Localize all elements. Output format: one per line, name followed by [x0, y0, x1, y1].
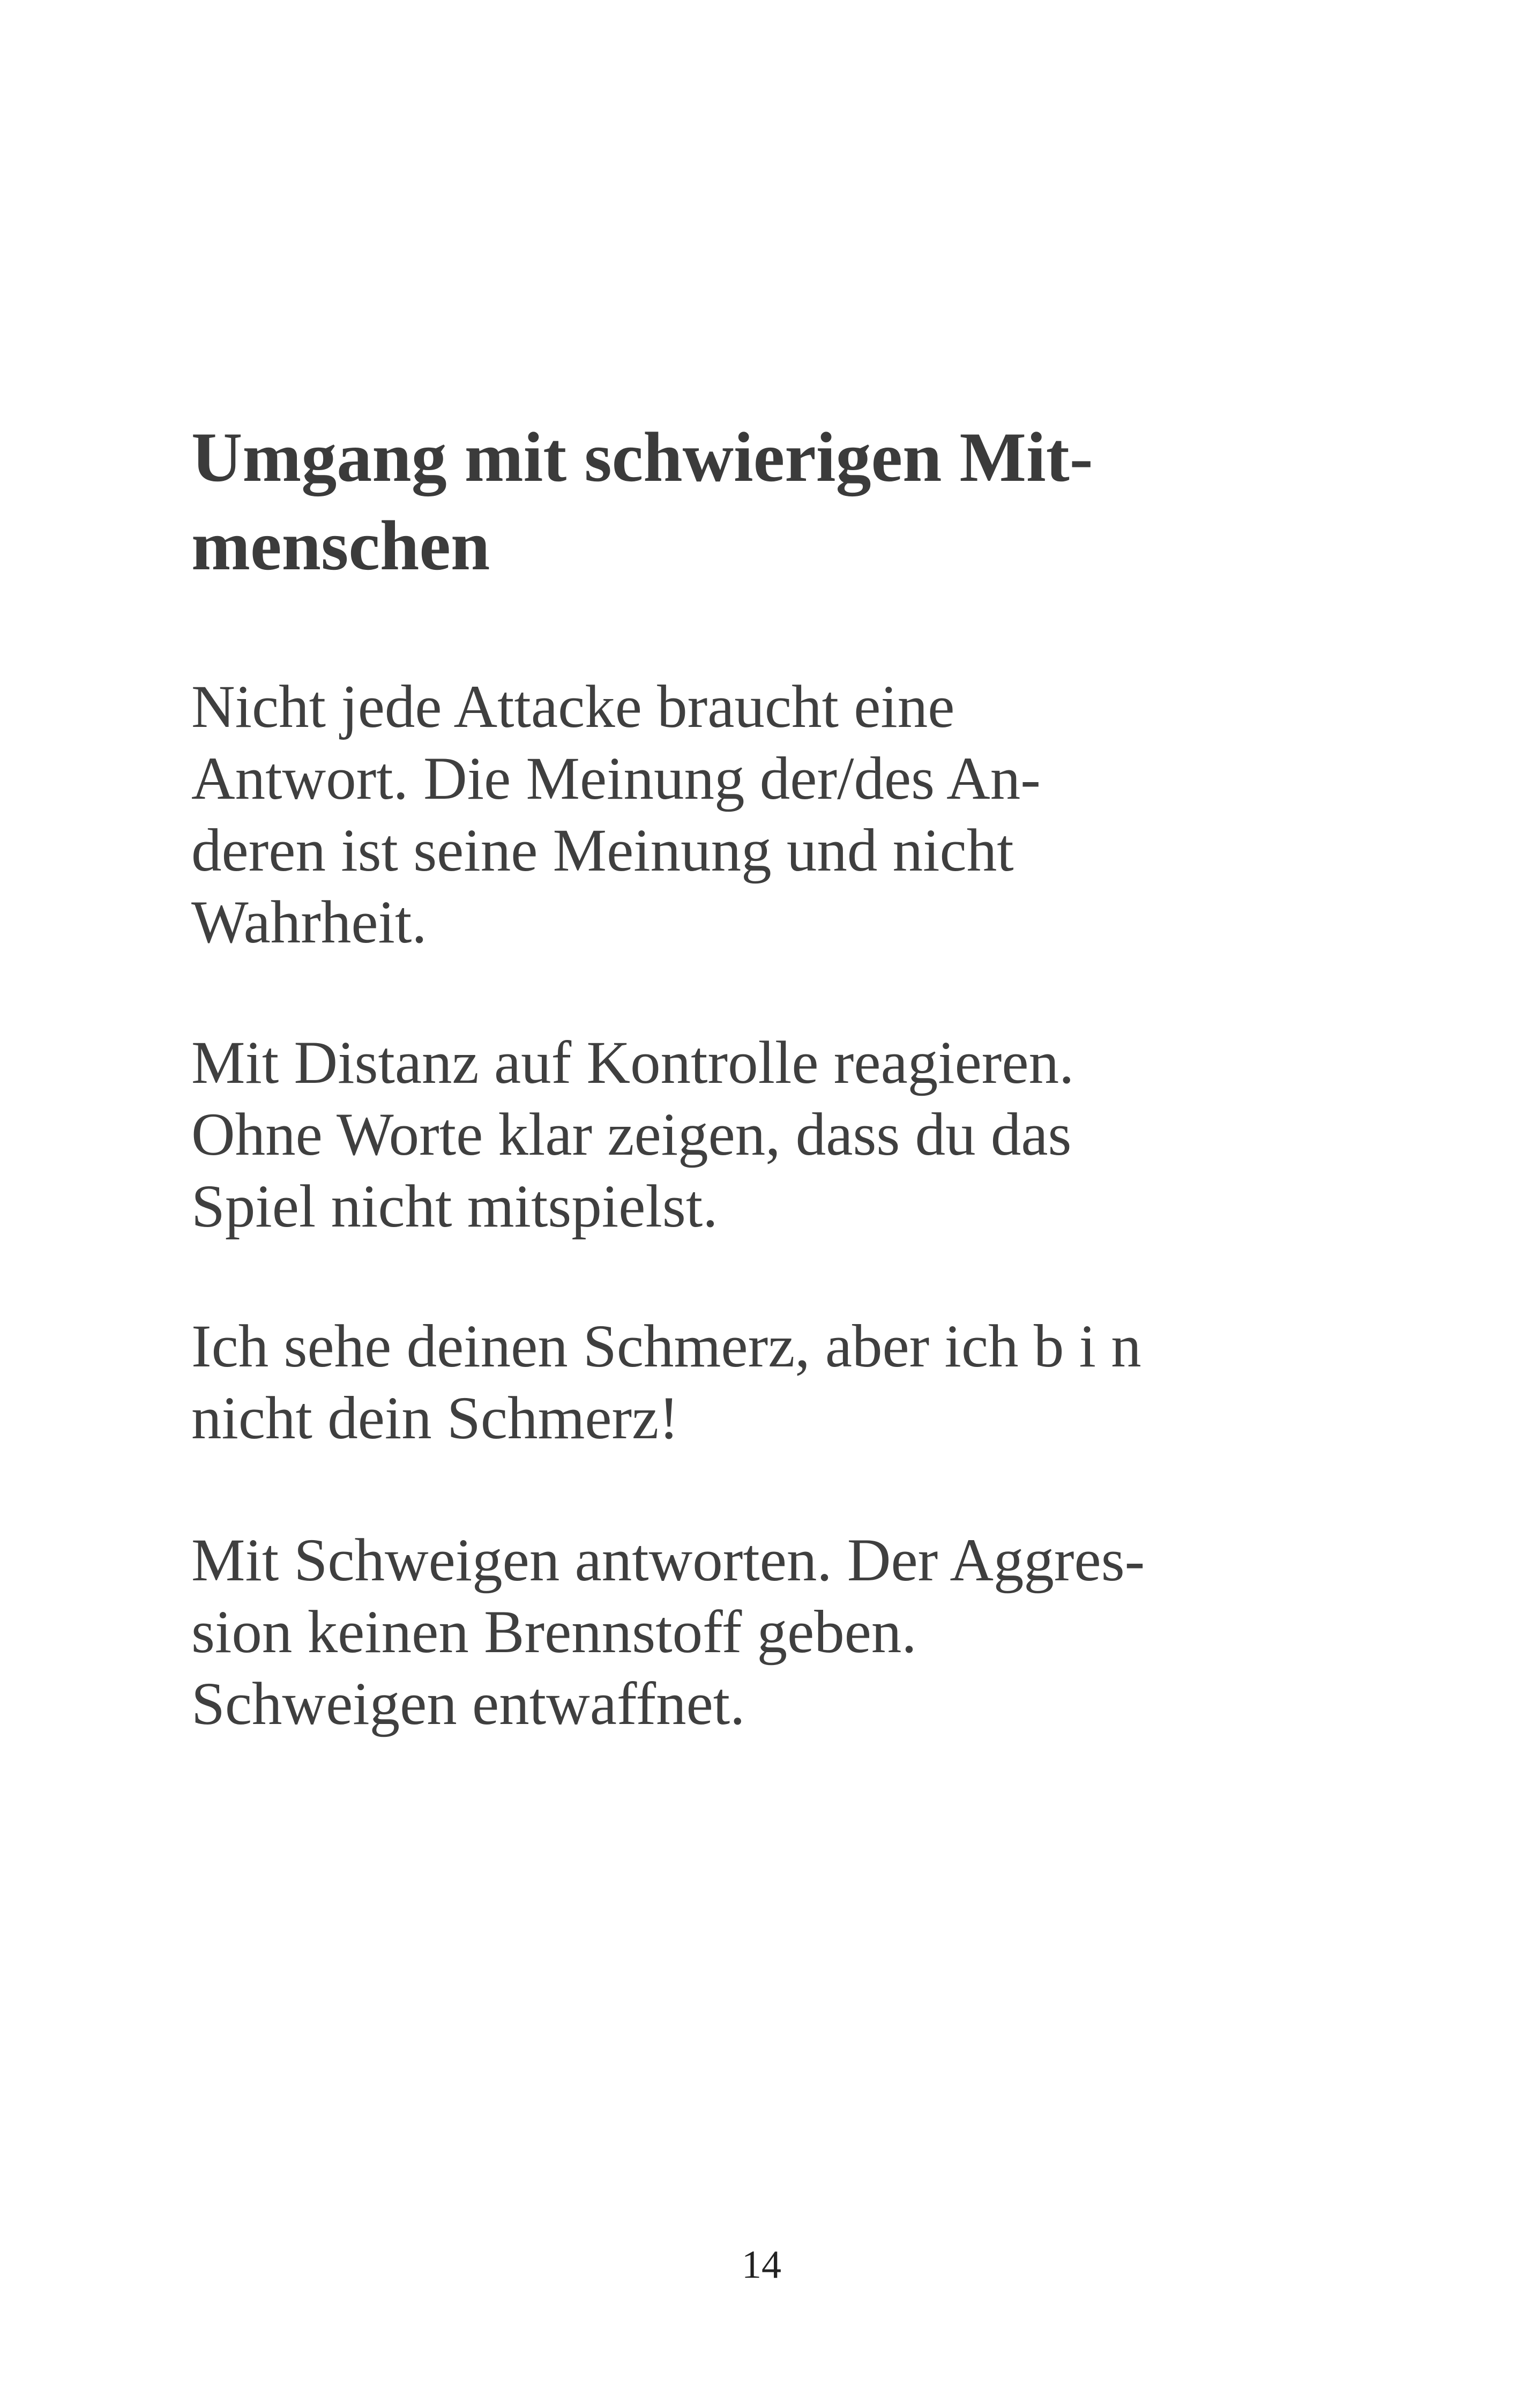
- text-line: sion keinen Brennstoff geben.: [191, 1599, 917, 1666]
- text-line: deren ist seine Meinung und nicht: [191, 817, 1014, 884]
- page-number: 14: [742, 2243, 781, 2287]
- text-line: Ohne Worte klar zeigen, dass du das: [191, 1101, 1072, 1168]
- text-line: Spiel nicht mitspielst.: [191, 1173, 718, 1240]
- text-line: Ich sehe deinen Schmerz, aber ich b i n: [191, 1313, 1141, 1380]
- paragraph-silence: [191, 1525, 1424, 1740]
- paragraph-pain: [191, 1311, 1424, 1454]
- text-line: Wahrheit.: [191, 889, 427, 956]
- title-line: menschen: [191, 506, 490, 585]
- text-line: Schweigen entwaffnet.: [191, 1670, 745, 1737]
- text-line: Nicht jede Attacke braucht eine: [191, 673, 955, 740]
- text-line: Mit Distanz auf Kontrolle reagieren.: [191, 1029, 1074, 1096]
- page-title: [191, 413, 1370, 590]
- paragraph-distance: [191, 1027, 1424, 1243]
- paragraph-attack: [191, 671, 1424, 958]
- text-line: Antwort. Die Meinung der/des An-: [191, 745, 1041, 812]
- title-line: Umgang mit schwierigen Mit-: [191, 418, 1093, 496]
- text-line: Mit Schweigen antworten. Der Aggres-: [191, 1527, 1145, 1594]
- text-line: nicht dein Schmerz!: [191, 1385, 679, 1452]
